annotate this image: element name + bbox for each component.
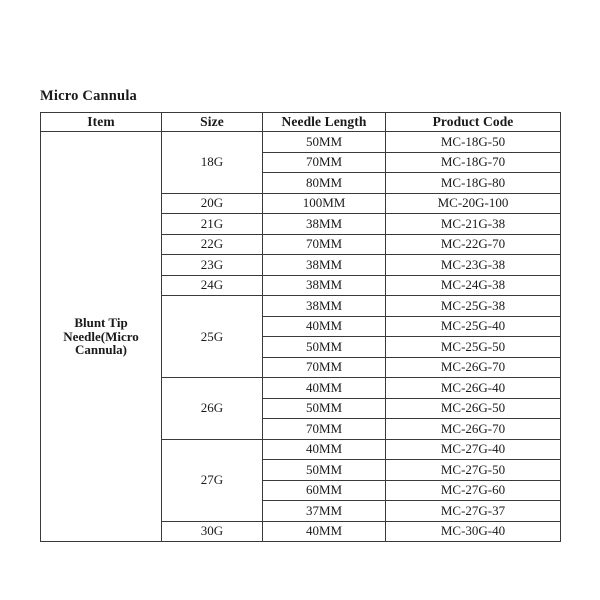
cell-product-code: MC-18G-70 bbox=[386, 152, 561, 173]
cell-product-code: MC-21G-38 bbox=[386, 214, 561, 235]
cell-size: 30G bbox=[162, 521, 263, 542]
cell-product-code: MC-26G-70 bbox=[386, 419, 561, 440]
cell-product-code: MC-25G-38 bbox=[386, 296, 561, 317]
column-header-item: Item bbox=[41, 113, 162, 132]
cell-needle-length: 38MM bbox=[263, 214, 386, 235]
cell-size: 26G bbox=[162, 378, 263, 440]
cell-product-code: MC-18G-80 bbox=[386, 173, 561, 194]
cell-needle-length: 70MM bbox=[263, 357, 386, 378]
cell-needle-length: 70MM bbox=[263, 234, 386, 255]
cell-product-code: MC-22G-70 bbox=[386, 234, 561, 255]
column-header-size: Size bbox=[162, 113, 263, 132]
cell-product-code: MC-18G-50 bbox=[386, 132, 561, 153]
cell-needle-length: 50MM bbox=[263, 398, 386, 419]
cell-size: 20G bbox=[162, 193, 263, 214]
cell-size: 25G bbox=[162, 296, 263, 378]
cell-needle-length: 38MM bbox=[263, 296, 386, 317]
item-label-line: Blunt Tip bbox=[74, 315, 128, 331]
micro-cannula-spec-table bbox=[40, 112, 561, 542]
cell-size: 22G bbox=[162, 234, 263, 255]
cell-needle-length: 50MM bbox=[263, 337, 386, 358]
cell-needle-length: 40MM bbox=[263, 521, 386, 542]
cell-item bbox=[41, 132, 162, 542]
table-body bbox=[41, 132, 561, 542]
item-label-line: Needle(Micro bbox=[63, 328, 139, 344]
cell-product-code: MC-23G-38 bbox=[386, 255, 561, 276]
cell-needle-length: 40MM bbox=[263, 439, 386, 460]
cell-needle-length: 40MM bbox=[263, 316, 386, 337]
cell-product-code: MC-30G-40 bbox=[386, 521, 561, 542]
cell-size: 23G bbox=[162, 255, 263, 276]
table-header bbox=[41, 113, 561, 132]
column-header-product-code: Product Code bbox=[386, 113, 561, 132]
header-row bbox=[41, 113, 561, 132]
cell-needle-length: 100MM bbox=[263, 193, 386, 214]
cell-product-code: MC-27G-37 bbox=[386, 501, 561, 522]
cell-product-code: MC-26G-50 bbox=[386, 398, 561, 419]
cell-needle-length: 40MM bbox=[263, 378, 386, 399]
cell-needle-length: 50MM bbox=[263, 132, 386, 153]
spec-table-container bbox=[40, 112, 560, 542]
cell-needle-length: 80MM bbox=[263, 173, 386, 194]
cell-product-code: MC-25G-40 bbox=[386, 316, 561, 337]
cell-needle-length: 38MM bbox=[263, 275, 386, 296]
cell-product-code: MC-27G-50 bbox=[386, 460, 561, 481]
cell-size: 27G bbox=[162, 439, 263, 521]
cell-product-code: MC-20G-100 bbox=[386, 193, 561, 214]
cell-product-code: MC-27G-40 bbox=[386, 439, 561, 460]
cell-needle-length: 50MM bbox=[263, 460, 386, 481]
cell-product-code: MC-27G-60 bbox=[386, 480, 561, 501]
cell-needle-length: 60MM bbox=[263, 480, 386, 501]
item-label-line: Cannula) bbox=[74, 342, 128, 358]
column-header-needle-length: Needle Length bbox=[263, 113, 386, 132]
cell-product-code: MC-26G-70 bbox=[386, 357, 561, 378]
cell-product-code: MC-24G-38 bbox=[386, 275, 561, 296]
page-title: Micro Cannula bbox=[40, 88, 137, 104]
cell-size: 18G bbox=[162, 132, 263, 194]
cell-needle-length: 70MM bbox=[263, 152, 386, 173]
cell-product-code: MC-25G-50 bbox=[386, 337, 561, 358]
cell-needle-length: 37MM bbox=[263, 501, 386, 522]
cell-needle-length: 70MM bbox=[263, 419, 386, 440]
cell-size: 21G bbox=[162, 214, 263, 235]
cell-product-code: MC-26G-40 bbox=[386, 378, 561, 399]
cell-size: 24G bbox=[162, 275, 263, 296]
cell-needle-length: 38MM bbox=[263, 255, 386, 276]
table-row bbox=[41, 132, 561, 153]
